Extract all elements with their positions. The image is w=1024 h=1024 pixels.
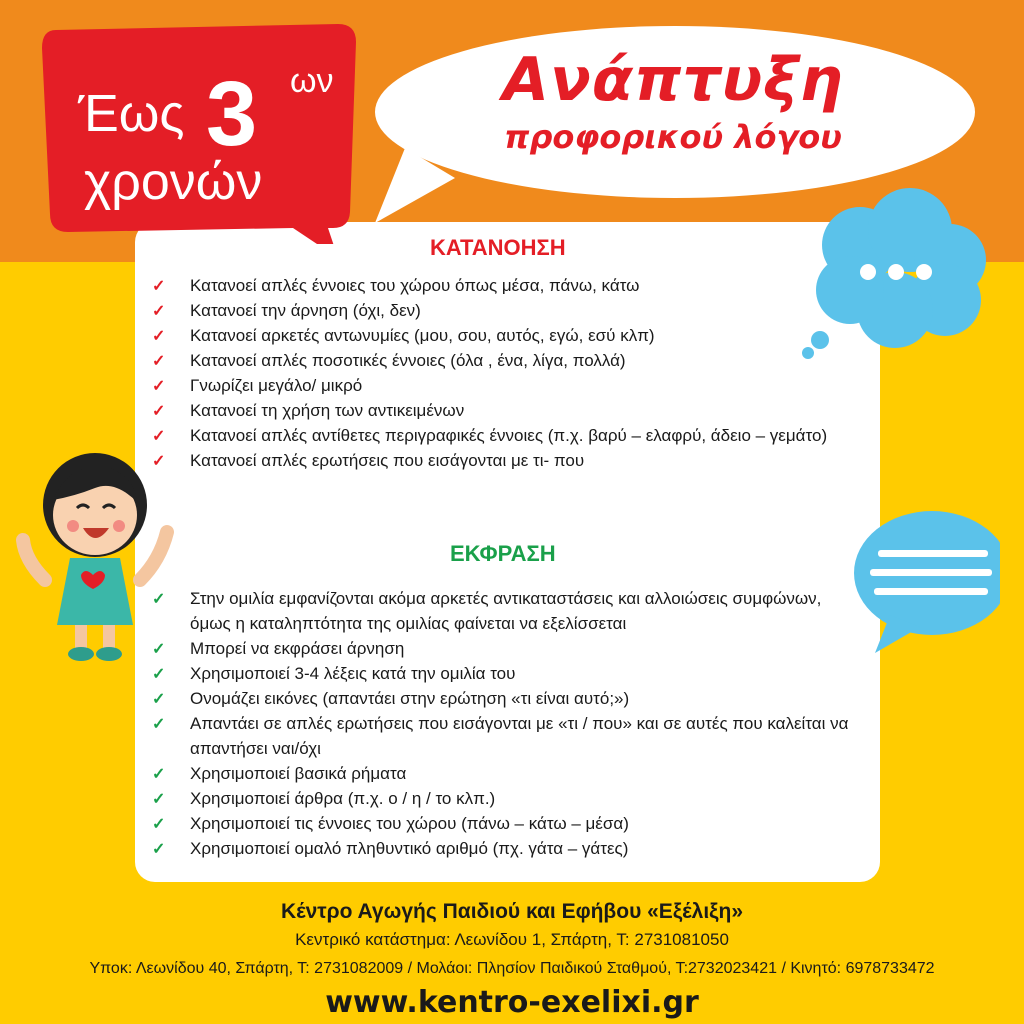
list-item-text: Κατανοεί την άρνηση (όχι, δεν) (190, 301, 421, 320)
understanding-heading: ΚΑΤΑΝΟΗΣΗ (430, 235, 566, 260)
list-item (150, 398, 850, 423)
list-item-text: Στην ομιλία εμφανίζονται ακόμα αρκετές αντικαταστάσεις και αλλοιώσεις συμφώνων, όμως η καταληπτότητα της ομιλίας φαίνεται να εξελίσσεται (190, 589, 822, 633)
check-icon: ✓ (152, 278, 166, 295)
check-icon: ✓ (152, 328, 166, 345)
check-icon: ✓ (152, 303, 166, 320)
check-icon: ✓ (152, 428, 166, 445)
age-line1: Έως (78, 85, 185, 143)
check-icon: ✓ (152, 641, 166, 658)
check-icon: ✓ (152, 353, 166, 370)
age-superscript: ων (290, 62, 334, 100)
list-item (150, 761, 850, 786)
check-icon: ✓ (152, 791, 166, 808)
check-icon: ✓ (152, 591, 166, 608)
list-item-text: Ονομάζει εικόνες (απαντάει στην ερώτηση «τι είναι αυτό;») (190, 689, 630, 708)
list-item (150, 423, 850, 448)
list-item (150, 786, 850, 811)
list-item (150, 373, 850, 398)
list-item-text: Κατανοεί τη χρήση των αντικειμένων (190, 401, 465, 420)
list-item-text: Κατανοεί απλές αντίθετες περιγραφικές έννοιες (π.χ. βαρύ – ελαφρύ, άδειο – γεμάτο) (190, 426, 828, 445)
check-icon: ✓ (152, 453, 166, 470)
expression-heading: ΕΚΦΡΑΣΗ (450, 541, 556, 566)
list-item-text: Γνωρίζει μεγάλο/ μικρό (190, 376, 363, 395)
list-item-text: Χρησιμοποιεί άρθρα (π.χ. ο / η / το κλπ.) (190, 789, 496, 808)
list-item (150, 836, 850, 861)
list-item (150, 448, 850, 473)
list-item (150, 686, 850, 711)
list-item (150, 348, 850, 373)
list-item-text: Χρησιμοποιεί ομαλό πληθυντικό αριθμό (πχ. γάτα – γάτες) (190, 839, 629, 858)
check-icon: ✓ (152, 716, 166, 733)
list-item (150, 323, 850, 348)
website-link[interactable]: www.kentro-exelixi.gr (325, 985, 699, 1020)
footer-main-store: Κεντρικό κατάστημα: Λεωνίδου 1, Σπάρτη, Τ: 2731081050 (295, 930, 729, 949)
list-item-text: Χρησιμοποιεί 3-4 λέξεις κατά την ομιλία του (190, 664, 516, 683)
expression-list (150, 586, 850, 861)
list-item-text: Κατανοεί αρκετές αντωνυμίες (μου, σου, αυτός, εγώ, εσύ κλπ) (190, 326, 655, 345)
check-icon: ✓ (152, 816, 166, 833)
list-item-text: Απαντάει σε απλές ερωτήσεις που εισάγονται με «τι / που» και σε αυτές που καλείται να απαντήσει ναι/όχι (190, 714, 849, 758)
list-item-text: Μπορεί να εκφράσει άρνηση (190, 639, 405, 658)
list-item-text: Κατανοεί απλές ερωτήσεις που εισάγονται με τι- που (190, 451, 585, 470)
chat-bubble-icon (850, 505, 1000, 655)
list-item-text: Χρησιμοποιεί βασικά ρήματα (190, 764, 407, 783)
check-icon: ✓ (152, 766, 166, 783)
check-icon: ✓ (152, 403, 166, 420)
title-main: Ανάπτυξη (502, 45, 844, 115)
list-item (150, 586, 850, 636)
list-item (150, 811, 850, 836)
check-icon: ✓ (152, 841, 166, 858)
list-item (150, 661, 850, 686)
footer-branches: Υποκ: Λεωνίδου 40, Σπάρτη, Τ: 2731082009 / Μολάοι: Πλησίον Παιδικού Σταθμού, Τ:2732023421 / Κινητό: 6978733472 (89, 960, 935, 977)
title-sub: προφορικού λόγου (504, 118, 842, 156)
check-icon: ✓ (152, 666, 166, 683)
understanding-list (150, 273, 850, 473)
list-item-text: Κατανοεί απλές ποσοτικές έννοιες (όλα , ένα, λίγα, πολλά) (190, 351, 626, 370)
list-item (150, 711, 850, 761)
list-item (150, 298, 850, 323)
age-number: 3 (206, 63, 258, 165)
check-icon: ✓ (152, 691, 166, 708)
list-item (150, 273, 850, 298)
list-item-text: Χρησιμοποιεί τις έννοιες του χώρου (πάνω – κάτω – μέσα) (190, 814, 629, 833)
age-line2: χρονών (84, 153, 263, 211)
list-item-text: Κατανοεί απλές έννοιες του χώρου όπως μέσα, πάνω, κάτω (190, 276, 640, 295)
footer-title: Κέντρο Αγωγής Παιδιού και Εφήβου «Εξέλιξη» (280, 900, 744, 923)
check-icon: ✓ (152, 378, 166, 395)
list-item (150, 636, 850, 661)
age-badge-text (38, 22, 360, 244)
